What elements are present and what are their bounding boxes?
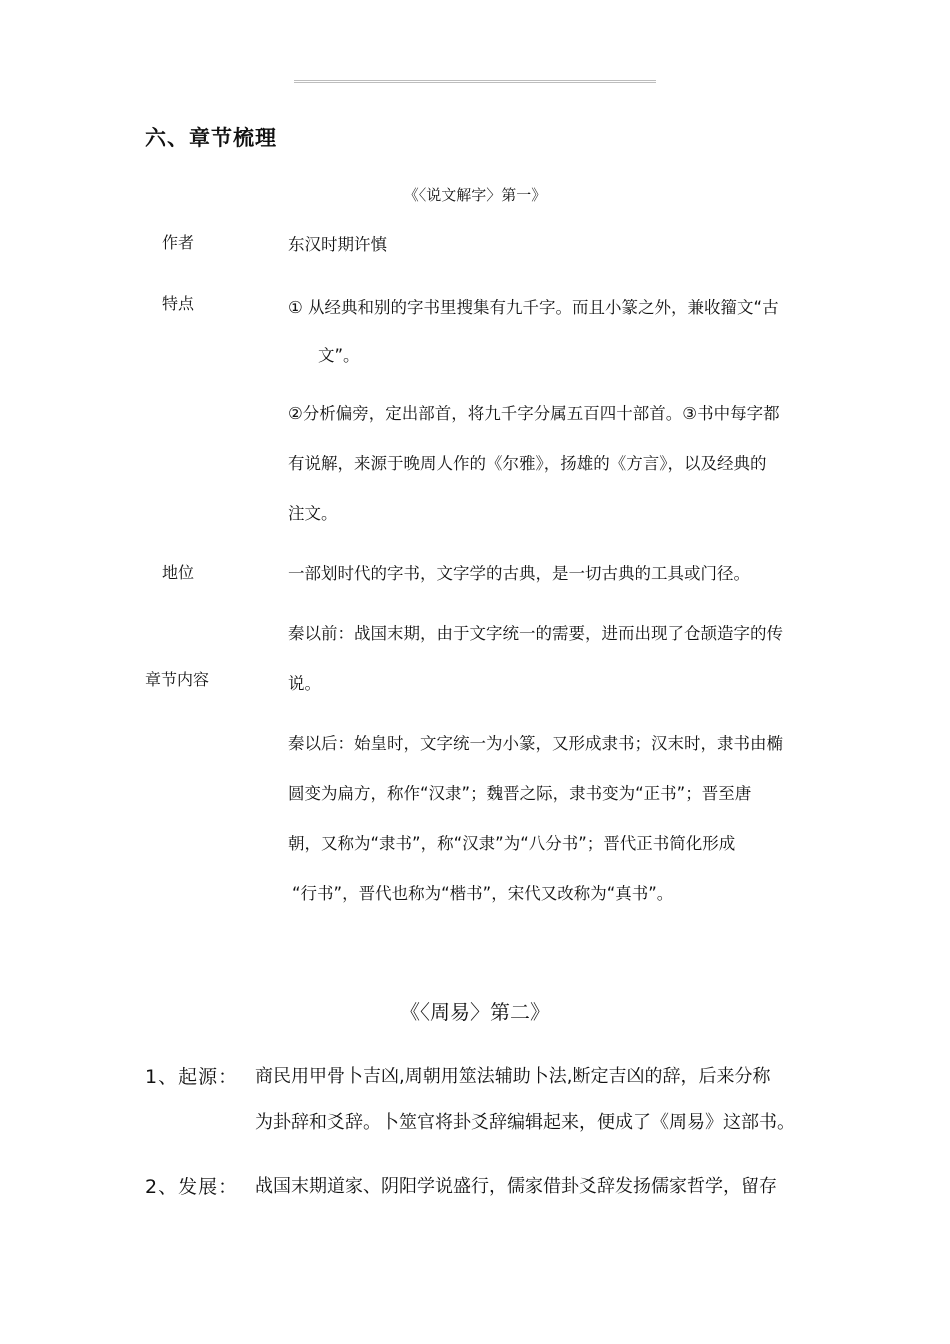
after-qin-line2: 圆变为扁方，称作“汉隶”；魏晋之际，隶书变为“正书”；晋至唐	[288, 784, 752, 803]
book1-title: 《〈说文解字〉第一》	[403, 186, 547, 204]
status-label: 地位	[162, 563, 195, 582]
features-item2-line1: ②分析偏旁，定出部首，将九千字分属五百四十部首。③书中每字都	[288, 404, 780, 423]
author-label: 作者	[162, 233, 195, 252]
features-item1-line2: 文”。	[318, 346, 360, 365]
before-qin-line2: 说。	[288, 674, 321, 693]
after-qin-line1: 秦以后：始皇时，文字统一为小篆，又形成隶书；汉末时，隶书由椭	[288, 734, 783, 753]
origin-line1: 商民用甲骨卜吉凶,周朝用筮法辅助卜法,断定吉凶的辞，后来分称	[255, 1066, 771, 1087]
origin-label: 1、起源：	[145, 1066, 239, 1088]
features-item2-line2: 有说解，来源于晚周人作的《尔雅》，扬雄的《方言》，以及经典的	[288, 454, 767, 473]
status-value: 一部划时代的字书，文字学的古典，是一切古典的工具或门径。	[288, 564, 750, 583]
chapter-content-label: 章节内容	[145, 670, 210, 689]
after-qin-line3: 朝，又称为“隶书”，称“汉隶”为“八分书”；晋代正书简化形成	[288, 834, 736, 853]
features-label: 特点	[162, 294, 195, 313]
book2-title: 《〈周易〉第二》	[400, 1000, 550, 1024]
origin-line2: 为卦辞和爻辞。卜筮官将卦爻辞编辑起来，便成了《周易》这部书。	[255, 1112, 795, 1133]
after-qin-line4: “行书”，晋代也称为“楷书”，宋代又改称为“真书”。	[292, 884, 674, 903]
development-line1: 战国末期道家、阴阳学说盛行，儒家借卦爻辞发扬儒家哲学，留存	[255, 1176, 777, 1197]
before-qin-line1: 秦以前：战国末期，由于文字统一的需要，进而出现了仓颉造字的传	[288, 624, 783, 643]
features-item1-line1: ① 从经典和别的字书里搜集有九千字。而且小篆之外，兼收籀文“古	[288, 298, 779, 317]
header-rule	[294, 80, 656, 83]
section-heading: 六、章节梳理	[145, 126, 277, 150]
author-value: 东汉时期许慎	[288, 235, 387, 254]
features-item2-line3: 注文。	[288, 504, 338, 523]
development-label: 2、发展：	[145, 1176, 239, 1198]
